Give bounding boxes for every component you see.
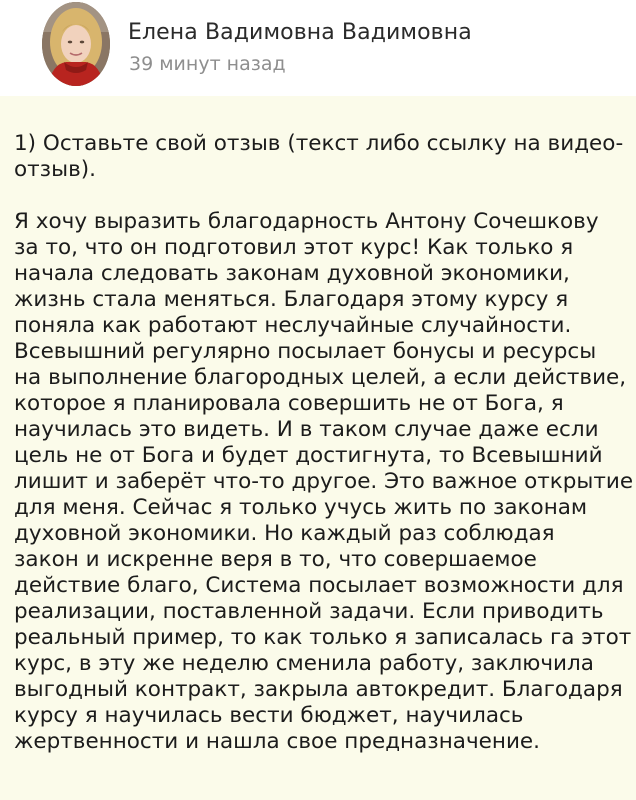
text-line: за то, что он подготовил этот курс! Как только я <box>14 235 574 260</box>
post-time[interactable]: 39 минут назад <box>129 53 286 75</box>
post-header <box>0 0 636 95</box>
avatar[interactable] <box>42 2 110 86</box>
author-name[interactable]: Елена Вадимовна Вадимовна <box>128 20 472 45</box>
text-line: лишит и заберёт что-то другое. Это важное открытие <box>14 469 634 494</box>
text-line: жизнь стала меняться. Благодаря этому курсу я <box>14 287 569 312</box>
text-line: начала следовать законам духовной экономики, <box>14 261 570 286</box>
text-line: которое я планировала совершить не от Бога, я <box>14 391 564 416</box>
text-line: реальный пример, то как только я записалась га этот <box>14 625 632 650</box>
review-text <box>14 209 634 755</box>
text-line: цель не от Бога и будет достигнута, то Всевышний <box>14 443 603 468</box>
text-line: 1) Оставьте свой отзыв (текст либо ссылку на видео- <box>14 131 624 156</box>
text-line: реализации, поставленной задачи. Если приводить <box>14 599 604 624</box>
text-line: для меня. Сейчас я только учусь жить по законам <box>14 495 588 520</box>
text-line: поняла как работают неслучайные случайности. <box>14 313 572 338</box>
text-line: жертвенности и нашла свое предназначение. <box>14 729 540 754</box>
text-line: выгодный контракт, закрыла автокредит. Благодаря <box>14 677 623 702</box>
text-line: закон и искренне веря в то, что совершаемое <box>14 547 537 572</box>
text-line: духовной экономики. Но каждый раз соблюдая <box>14 521 555 546</box>
question-text <box>14 131 629 183</box>
text-line: отзыв). <box>14 157 96 182</box>
text-line: на выполнение благородных целей, а если действие, <box>14 365 627 390</box>
text-line: действие благо, Система посылает возможности для <box>14 573 624 598</box>
text-line: курсу я научилась вести бюджет, научилась <box>14 703 524 728</box>
text-line: Я хочу выразить благодарность Антону Сочешкову <box>14 209 599 234</box>
avatar-photo <box>42 2 110 86</box>
text-line: курс, в эту же неделю сменила работу, заключила <box>14 651 594 676</box>
text-line: Всевышний регулярно посылает бонусы и ресурсы <box>14 339 597 364</box>
text-line: научилась это видеть. И в таком случае даже если <box>14 417 599 442</box>
